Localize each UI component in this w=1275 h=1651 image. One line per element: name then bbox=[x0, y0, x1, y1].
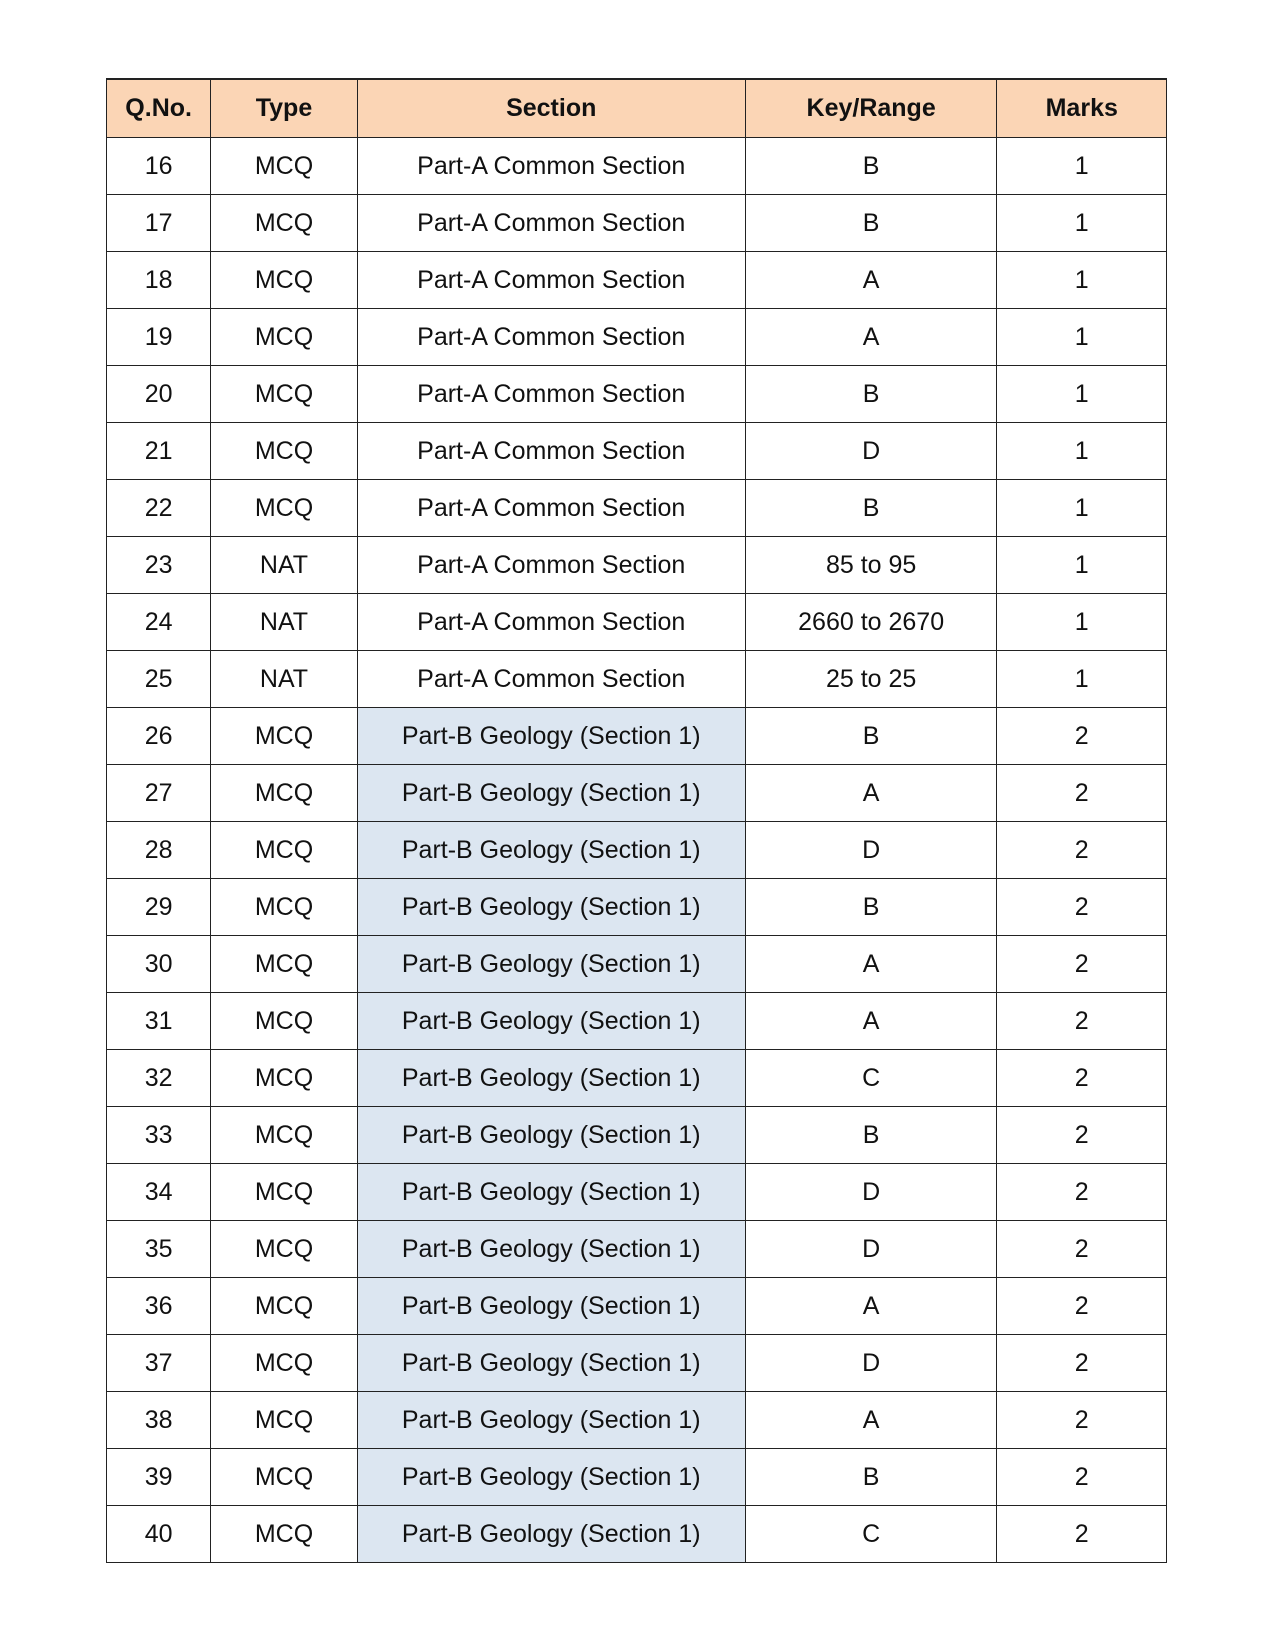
cell-key-range: B bbox=[745, 879, 997, 936]
cell-qno: 39 bbox=[107, 1449, 211, 1506]
cell-marks: 1 bbox=[997, 309, 1167, 366]
cell-section: Part-A Common Section bbox=[357, 138, 745, 195]
table-header-row bbox=[107, 79, 1167, 138]
cell-type: MCQ bbox=[211, 366, 357, 423]
table-body bbox=[107, 138, 1167, 1563]
cell-section: Part-B Geology (Section 1) bbox=[357, 1107, 745, 1164]
cell-qno: 26 bbox=[107, 708, 211, 765]
cell-marks: 2 bbox=[997, 822, 1167, 879]
cell-type: MCQ bbox=[211, 252, 357, 309]
cell-key-range: B bbox=[745, 480, 997, 537]
cell-qno: 29 bbox=[107, 879, 211, 936]
cell-qno: 35 bbox=[107, 1221, 211, 1278]
cell-section: Part-B Geology (Section 1) bbox=[357, 1164, 745, 1221]
cell-section: Part-A Common Section bbox=[357, 480, 745, 537]
cell-section: Part-B Geology (Section 1) bbox=[357, 1506, 745, 1563]
table-row bbox=[107, 1278, 1167, 1335]
cell-section: Part-B Geology (Section 1) bbox=[357, 1392, 745, 1449]
cell-type: MCQ bbox=[211, 1050, 357, 1107]
cell-key-range: 85 to 95 bbox=[745, 537, 997, 594]
table-row bbox=[107, 423, 1167, 480]
cell-qno: 34 bbox=[107, 1164, 211, 1221]
table-row bbox=[107, 1164, 1167, 1221]
header-key-range: Key/Range bbox=[745, 79, 997, 138]
cell-type: MCQ bbox=[211, 879, 357, 936]
cell-key-range: A bbox=[745, 993, 997, 1050]
cell-qno: 40 bbox=[107, 1506, 211, 1563]
cell-type: MCQ bbox=[211, 765, 357, 822]
cell-qno: 17 bbox=[107, 195, 211, 252]
cell-qno: 30 bbox=[107, 936, 211, 993]
table-row bbox=[107, 366, 1167, 423]
cell-marks: 1 bbox=[997, 195, 1167, 252]
table-row bbox=[107, 1221, 1167, 1278]
cell-type: NAT bbox=[211, 651, 357, 708]
cell-key-range: 2660 to 2670 bbox=[745, 594, 997, 651]
table-row bbox=[107, 1449, 1167, 1506]
cell-type: MCQ bbox=[211, 993, 357, 1050]
cell-qno: 16 bbox=[107, 138, 211, 195]
table-row bbox=[107, 993, 1167, 1050]
cell-qno: 24 bbox=[107, 594, 211, 651]
cell-section: Part-A Common Section bbox=[357, 366, 745, 423]
cell-marks: 1 bbox=[997, 480, 1167, 537]
cell-section: Part-B Geology (Section 1) bbox=[357, 993, 745, 1050]
cell-section: Part-B Geology (Section 1) bbox=[357, 765, 745, 822]
cell-key-range: A bbox=[745, 765, 997, 822]
header-section: Section bbox=[357, 79, 745, 138]
cell-key-range: A bbox=[745, 252, 997, 309]
cell-qno: 33 bbox=[107, 1107, 211, 1164]
cell-type: MCQ bbox=[211, 1107, 357, 1164]
cell-qno: 23 bbox=[107, 537, 211, 594]
cell-section: Part-B Geology (Section 1) bbox=[357, 1221, 745, 1278]
cell-marks: 2 bbox=[997, 879, 1167, 936]
cell-marks: 1 bbox=[997, 594, 1167, 651]
cell-marks: 2 bbox=[997, 1449, 1167, 1506]
cell-key-range: B bbox=[745, 1449, 997, 1506]
cell-key-range: B bbox=[745, 1107, 997, 1164]
cell-marks: 2 bbox=[997, 708, 1167, 765]
cell-type: MCQ bbox=[211, 1164, 357, 1221]
table-row bbox=[107, 822, 1167, 879]
cell-type: MCQ bbox=[211, 822, 357, 879]
cell-section: Part-B Geology (Section 1) bbox=[357, 1278, 745, 1335]
cell-marks: 1 bbox=[997, 537, 1167, 594]
table-row bbox=[107, 651, 1167, 708]
cell-section: Part-B Geology (Section 1) bbox=[357, 822, 745, 879]
cell-key-range: B bbox=[745, 708, 997, 765]
cell-section: Part-A Common Section bbox=[357, 309, 745, 366]
cell-key-range: D bbox=[745, 822, 997, 879]
table-row bbox=[107, 537, 1167, 594]
cell-type: MCQ bbox=[211, 195, 357, 252]
cell-key-range: D bbox=[745, 1335, 997, 1392]
cell-qno: 31 bbox=[107, 993, 211, 1050]
cell-type: MCQ bbox=[211, 1506, 357, 1563]
cell-type: MCQ bbox=[211, 1449, 357, 1506]
cell-qno: 19 bbox=[107, 309, 211, 366]
table-row bbox=[107, 1107, 1167, 1164]
table-row bbox=[107, 1050, 1167, 1107]
cell-qno: 20 bbox=[107, 366, 211, 423]
cell-type: MCQ bbox=[211, 936, 357, 993]
table-row bbox=[107, 1506, 1167, 1563]
cell-qno: 27 bbox=[107, 765, 211, 822]
table-row bbox=[107, 309, 1167, 366]
table-row bbox=[107, 252, 1167, 309]
table-row bbox=[107, 708, 1167, 765]
cell-type: MCQ bbox=[211, 1392, 357, 1449]
table-row bbox=[107, 594, 1167, 651]
table-row bbox=[107, 480, 1167, 537]
cell-section: Part-B Geology (Section 1) bbox=[357, 1335, 745, 1392]
table-row bbox=[107, 879, 1167, 936]
cell-key-range: A bbox=[745, 309, 997, 366]
cell-key-range: A bbox=[745, 1392, 997, 1449]
cell-type: MCQ bbox=[211, 423, 357, 480]
cell-qno: 18 bbox=[107, 252, 211, 309]
cell-qno: 36 bbox=[107, 1278, 211, 1335]
cell-marks: 2 bbox=[997, 1278, 1167, 1335]
cell-marks: 2 bbox=[997, 1107, 1167, 1164]
cell-marks: 2 bbox=[997, 1335, 1167, 1392]
cell-section: Part-B Geology (Section 1) bbox=[357, 708, 745, 765]
cell-marks: 1 bbox=[997, 423, 1167, 480]
cell-section: Part-B Geology (Section 1) bbox=[357, 1449, 745, 1506]
cell-key-range: B bbox=[745, 195, 997, 252]
cell-type: MCQ bbox=[211, 708, 357, 765]
cell-marks: 2 bbox=[997, 765, 1167, 822]
cell-key-range: D bbox=[745, 1221, 997, 1278]
cell-marks: 2 bbox=[997, 1050, 1167, 1107]
cell-marks: 2 bbox=[997, 1221, 1167, 1278]
cell-section: Part-A Common Section bbox=[357, 651, 745, 708]
cell-type: MCQ bbox=[211, 1335, 357, 1392]
cell-marks: 1 bbox=[997, 366, 1167, 423]
cell-qno: 25 bbox=[107, 651, 211, 708]
cell-type: MCQ bbox=[211, 138, 357, 195]
cell-section: Part-B Geology (Section 1) bbox=[357, 1050, 745, 1107]
cell-qno: 21 bbox=[107, 423, 211, 480]
cell-marks: 1 bbox=[997, 252, 1167, 309]
cell-section: Part-A Common Section bbox=[357, 594, 745, 651]
cell-marks: 2 bbox=[997, 1506, 1167, 1563]
header-marks: Marks bbox=[997, 79, 1167, 138]
cell-section: Part-A Common Section bbox=[357, 537, 745, 594]
cell-section: Part-A Common Section bbox=[357, 423, 745, 480]
cell-type: NAT bbox=[211, 594, 357, 651]
cell-type: MCQ bbox=[211, 480, 357, 537]
cell-type: MCQ bbox=[211, 1221, 357, 1278]
cell-marks: 2 bbox=[997, 936, 1167, 993]
cell-qno: 32 bbox=[107, 1050, 211, 1107]
cell-key-range: A bbox=[745, 1278, 997, 1335]
cell-key-range: D bbox=[745, 1164, 997, 1221]
cell-key-range: A bbox=[745, 936, 997, 993]
cell-key-range: B bbox=[745, 366, 997, 423]
cell-marks: 1 bbox=[997, 138, 1167, 195]
table-row bbox=[107, 765, 1167, 822]
answer-key-table bbox=[106, 78, 1167, 1563]
cell-key-range: 25 to 25 bbox=[745, 651, 997, 708]
cell-qno: 28 bbox=[107, 822, 211, 879]
cell-qno: 22 bbox=[107, 480, 211, 537]
cell-qno: 38 bbox=[107, 1392, 211, 1449]
cell-key-range: D bbox=[745, 423, 997, 480]
table-row bbox=[107, 1335, 1167, 1392]
cell-section: Part-B Geology (Section 1) bbox=[357, 879, 745, 936]
cell-section: Part-A Common Section bbox=[357, 195, 745, 252]
cell-qno: 37 bbox=[107, 1335, 211, 1392]
table-row bbox=[107, 195, 1167, 252]
cell-marks: 2 bbox=[997, 1164, 1167, 1221]
cell-type: MCQ bbox=[211, 1278, 357, 1335]
cell-marks: 2 bbox=[997, 1392, 1167, 1449]
header-qno: Q.No. bbox=[107, 79, 211, 138]
cell-marks: 1 bbox=[997, 651, 1167, 708]
cell-key-range: B bbox=[745, 138, 997, 195]
cell-key-range: C bbox=[745, 1506, 997, 1563]
table-row bbox=[107, 138, 1167, 195]
cell-type: MCQ bbox=[211, 309, 357, 366]
header-type: Type bbox=[211, 79, 357, 138]
cell-section: Part-A Common Section bbox=[357, 252, 745, 309]
table-row bbox=[107, 1392, 1167, 1449]
cell-type: NAT bbox=[211, 537, 357, 594]
cell-section: Part-B Geology (Section 1) bbox=[357, 936, 745, 993]
table-row bbox=[107, 936, 1167, 993]
cell-marks: 2 bbox=[997, 993, 1167, 1050]
cell-key-range: C bbox=[745, 1050, 997, 1107]
